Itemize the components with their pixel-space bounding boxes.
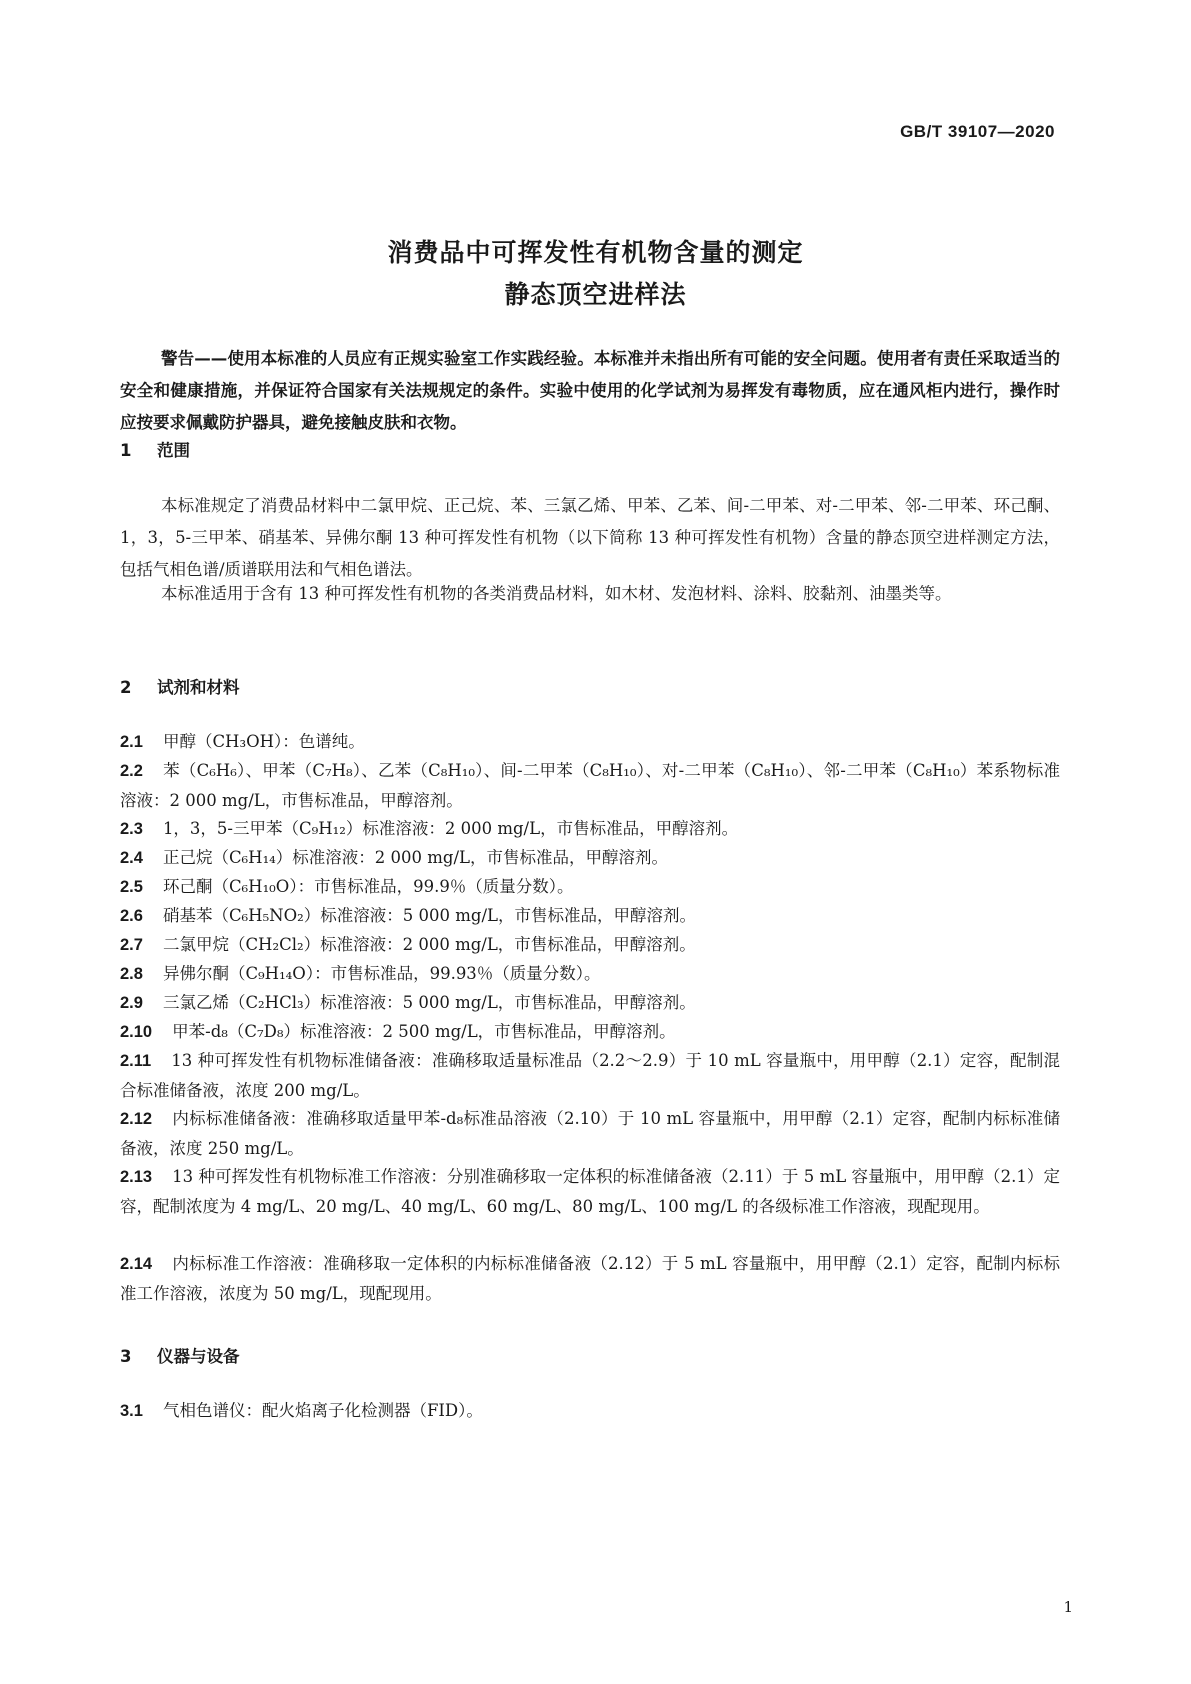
item-number: 2.7: [120, 936, 143, 954]
item-text: 1，3，5-三甲苯（C₉H₁₂）标准溶液：2 000 mg/L，市售标准品，甲醇溶剂。: [162, 819, 739, 838]
item-text: 异佛尔酮（C₉H₁₄O）：市售标准品，99.93％（质量分数）。: [162, 964, 601, 983]
item-text: 气相色谱仪：配火焰离子化检测器（FID）。: [162, 1401, 483, 1420]
item-2-4: [120, 843, 1060, 873]
item-number: 2.1: [120, 733, 143, 751]
item-2-13: [120, 1162, 1060, 1222]
item-text: 内标标准工作溶液：准确移取一定体积的内标标准储备液（2.12）于 5 mL 容量瓶中，用甲醇（2.1）定容，配制内标标准工作溶液，浓度为 50 mg/L，现配现用。: [120, 1254, 1060, 1303]
section-1-paragraph-2: 本标准适用于含有 13 种可挥发性有机物的各类消费品材料，如木材、发泡材料、涂料、胶黏剂、油墨类等。: [161, 584, 952, 603]
section-1-number: 1: [120, 441, 132, 460]
item-number: 2.12: [120, 1110, 153, 1128]
item-2-5: [120, 872, 1060, 902]
item-2-1: [120, 727, 1060, 757]
section-1-title: 范围: [157, 441, 190, 460]
item-text: 甲醇（CH₃OH）：色谱纯。: [162, 732, 365, 751]
item-text: 内标标准储备液：准确移取适量甲苯-d₈标准品溶液（2.10）于 10 mL 容量瓶中，用甲醇（2.1）定容，配制内标标准储备液，浓度 250 mg/L。: [120, 1109, 1060, 1158]
item-3-1: [120, 1396, 1060, 1426]
section-2-heading: [120, 674, 240, 698]
item-number: 2.10: [120, 1023, 153, 1041]
standard-code: GB/T 39107—2020: [900, 122, 1055, 141]
item-2-14: [120, 1249, 1060, 1309]
item-2-8: [120, 959, 1060, 989]
item-text: 苯（C₆H₆）、甲苯（C₇H₈）、乙苯（C₈H₁₀）、间-二甲苯（C₈H₁₀）、对-二甲苯（C₈H₁₀）、邻-二甲苯（C₈H₁₀）苯系物标准溶液：2 000 mg/L，市售标准品，甲醇溶剂。: [120, 761, 1060, 810]
item-number: 2.5: [120, 878, 143, 896]
page-number: 1: [1063, 1598, 1073, 1616]
item-2-2: [120, 756, 1060, 816]
document-title-line2: 静态顶空进样法: [504, 280, 687, 309]
item-2-12: [120, 1104, 1060, 1164]
document-title-line1: 消费品中可挥发性有机物含量的测定: [387, 238, 804, 267]
warning-paragraph: 警告——使用本标准的人员应有正规实验室工作实践经验。本标准并未指出所有可能的安全问题。使用者有责任采取适当的安全和健康措施，并保证符合国家有关法规规定的条件。实验中使用的化学试剂为易挥发有毒物质，应在通风柜内进行，操作时应按要求佩戴防护器具，避免接触皮肤和衣物。: [120, 349, 1060, 432]
item-text: 环己酮（C₆H₁₀O）：市售标准品，99.9％（质量分数）。: [162, 877, 574, 896]
item-number: 2.11: [120, 1052, 152, 1070]
item-2-3: [120, 814, 1060, 844]
item-text: 三氯乙烯（C₂HCl₃）标准溶液：5 000 mg/L，市售标准品，甲醇溶剂。: [162, 993, 696, 1012]
section-3-title: 仪器与设备: [157, 1347, 240, 1366]
item-number: 2.9: [120, 994, 143, 1012]
section-2-number: 2: [120, 678, 132, 697]
item-2-6: [120, 901, 1060, 931]
item-number: 2.14: [120, 1255, 153, 1273]
item-2-10: [120, 1017, 1060, 1047]
item-2-11: [120, 1046, 1060, 1106]
item-2-9: [120, 988, 1060, 1018]
item-text: 正己烷（C₆H₁₄）标准溶液：2 000 mg/L，市售标准品，甲醇溶剂。: [162, 848, 669, 867]
item-number: 2.8: [120, 965, 143, 983]
item-2-7: [120, 930, 1060, 960]
item-text: 硝基苯（C₆H₅NO₂）标准溶液：5 000 mg/L，市售标准品，甲醇溶剂。: [162, 906, 696, 925]
section-3-heading: [120, 1343, 240, 1367]
item-number: 2.4: [120, 849, 143, 867]
item-number: 3.1: [120, 1402, 143, 1420]
item-text: 二氯甲烷（CH₂Cl₂）标准溶液：2 000 mg/L，市售标准品，甲醇溶剂。: [162, 935, 696, 954]
item-number: 2.3: [120, 820, 143, 838]
item-text: 甲苯-d₈（C₇D₈）标准溶液：2 500 mg/L，市售标准品，甲醇溶剂。: [172, 1022, 676, 1041]
item-text: 13 种可挥发性有机物标准工作溶液：分别准确移取一定体积的标准储备液（2.11）于 5 mL 容量瓶中，用甲醇（2.1）定容，配制浓度为 4 mg/L、20 mg/L、40 mg/L、60 mg/L、80 mg/L、100 mg/L 的各级标准工作溶液，现配现用。: [120, 1167, 1060, 1216]
section-1-heading: [120, 437, 190, 461]
section-1-paragraph-1: 本标准规定了消费品材料中二氯甲烷、正己烷、苯、三氯乙烯、甲苯、乙苯、间-二甲苯、对-二甲苯、邻-二甲苯、环己酮、1，3，5-三甲苯、硝基苯、异佛尔酮 13 种可挥发性有机物（以下简称 13 种可挥发性有机物）含量的静态顶空进样测定方法，包括气相色谱/质谱联用法和气相色谱法。: [120, 496, 1060, 579]
section-3-number: 3: [120, 1347, 132, 1366]
item-number: 2.6: [120, 907, 143, 925]
item-text: 13 种可挥发性有机物标准储备液：准确移取适量标准品（2.2～2.9）于 10 mL 容量瓶中，用甲醇（2.1）定容，配制混合标准储备液，浓度 200 mg/L。: [120, 1051, 1060, 1100]
item-number: 2.13: [120, 1168, 153, 1186]
section-2-title: 试剂和材料: [157, 678, 240, 697]
item-number: 2.2: [120, 762, 143, 780]
